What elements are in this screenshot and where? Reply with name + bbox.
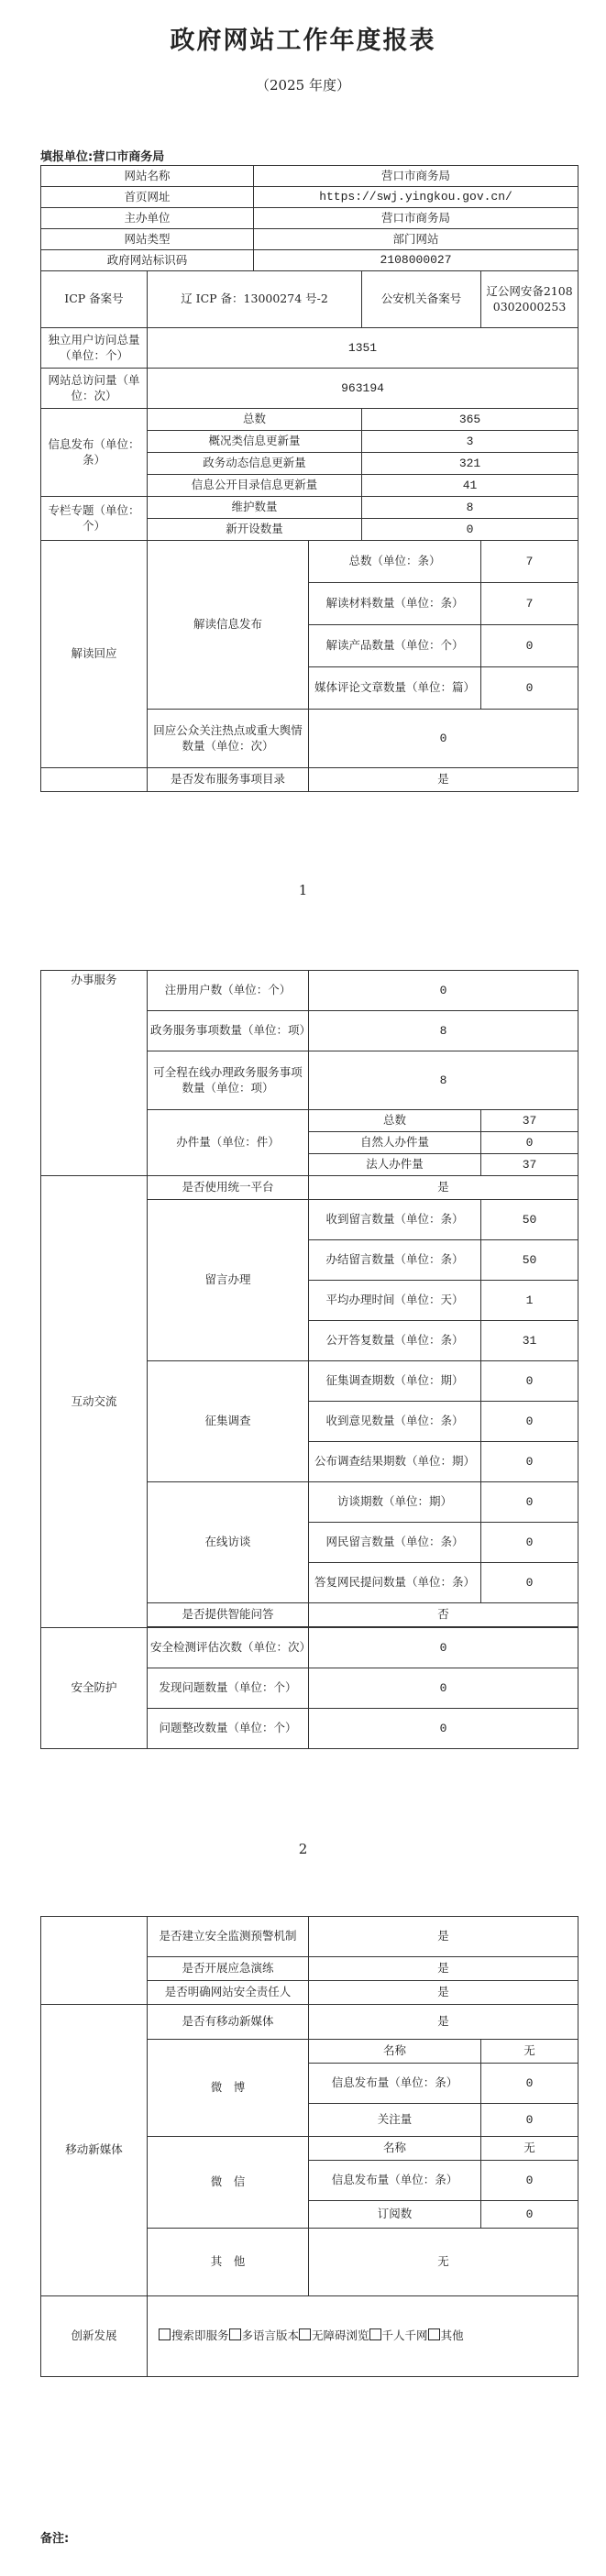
columns-new-label: 新开设数量 <box>148 519 362 541</box>
service-reg-label: 注册用户数（单位：个） <box>148 971 309 1011</box>
survey-count-value: 0 <box>481 1361 578 1402</box>
smart-qa-label: 是否提供智能问答 <box>148 1603 309 1627</box>
site-name-value: 营口市商务局 <box>254 166 578 187</box>
home-url-label: 首页网址 <box>41 187 254 208</box>
site-name-label: 网站名称 <box>41 166 254 187</box>
weibo-follow-label: 关注量 <box>309 2104 481 2137</box>
security-fixed-label: 问题整改数量（单位：个） <box>148 1709 309 1749</box>
publish-news-label: 政务动态信息更新量 <box>148 453 362 475</box>
columns-group: 专栏专题（单位：个） <box>41 497 148 541</box>
service-items-value: 8 <box>309 1011 578 1051</box>
wechat-sub-value: 0 <box>481 2201 578 2229</box>
interpret-media-value: 0 <box>481 667 578 710</box>
publish-catalog-label: 信息公开目录信息更新量 <box>148 475 362 497</box>
filing-unit: 填报单位:营口市商务局 <box>40 150 165 164</box>
columns-new-value: 0 <box>362 519 578 541</box>
service-online-label: 可全程在线办理政务服务事项数量（单位：项） <box>148 1051 309 1110</box>
security-check-label: 安全检测评估次数（单位：次） <box>148 1628 309 1668</box>
weibo-pub-label: 信息发布量（单位：条） <box>309 2064 481 2104</box>
police-value: 辽公网安备21080302000253 <box>481 271 578 328</box>
survey-count-label: 征集调查期数（单位：期） <box>309 1361 481 1402</box>
site-code-value: 2108000027 <box>254 250 578 271</box>
security-warn-label: 是否建立安全监测预警机制 <box>148 1917 309 1957</box>
sponsor-label: 主办单位 <box>41 208 254 229</box>
uv-value: 1351 <box>148 328 578 369</box>
security-owner-label: 是否明确网站安全责任人 <box>148 1981 309 2005</box>
security-owner-value: 是 <box>309 1981 578 2005</box>
security-group: 安全防护 <box>41 1628 148 1749</box>
publish-overview-label: 概况类信息更新量 <box>148 431 362 453</box>
report-year: （2025 年度） <box>256 77 350 94</box>
interpret-group: 解读回应 <box>41 541 148 768</box>
mobile-group: 移动新媒体 <box>41 2005 148 2296</box>
site-code-label: 政府网站标识码 <box>41 250 254 271</box>
site-type-label: 网站类型 <box>41 229 254 250</box>
police-label: 公安机关备案号 <box>362 271 481 328</box>
talk-reply-value: 0 <box>481 1563 578 1603</box>
service-group: 办事服务 <box>41 971 148 1176</box>
wechat-sub-label: 订阅数 <box>309 2201 481 2229</box>
security-check-value: 0 <box>309 1628 578 1668</box>
msg-public-value: 31 <box>481 1321 578 1361</box>
interpret-response-value: 0 <box>309 710 578 768</box>
interpret-media-label: 媒体评论文章数量（单位：篇） <box>309 667 481 710</box>
interpret-product-label: 解读产品数量（单位：个） <box>309 625 481 667</box>
msg-public-label: 公开答复数量（单位：条） <box>309 1321 481 1361</box>
msg-finished-value: 50 <box>481 1240 578 1281</box>
weibo-label: 微 博 <box>148 2040 309 2137</box>
interpret-product-value: 0 <box>481 625 578 667</box>
publish-catalog-value: 41 <box>362 475 578 497</box>
icp-value: 辽 ICP 备：13000274 号-2 <box>148 271 362 328</box>
wechat-pub-label: 信息发布量（单位：条） <box>309 2161 481 2201</box>
handle-legal-value: 37 <box>481 1154 578 1176</box>
interact-unified-value: 是 <box>309 1176 578 1200</box>
interpret-material-label: 解读材料数量（单位：条） <box>309 583 481 625</box>
talk-label: 在线访谈 <box>148 1482 309 1603</box>
service-handle-label: 办件量（单位：件） <box>148 1110 309 1176</box>
wechat-pub-value: 0 <box>481 2161 578 2201</box>
handle-legal-label: 法人办件量 <box>309 1154 481 1176</box>
security-media-table <box>40 1916 578 2377</box>
handle-total-value: 37 <box>481 1110 578 1132</box>
publish-total-label: 总数 <box>148 409 362 431</box>
service-reg-value: 0 <box>309 971 578 1011</box>
service-catalog-value: 是 <box>309 768 578 792</box>
wechat-name-label: 名称 <box>309 2137 481 2161</box>
other-media-value: 无 <box>309 2229 578 2296</box>
service-interaction-table <box>40 970 578 1749</box>
weibo-follow-value: 0 <box>481 2104 578 2137</box>
wechat-name-value: 无 <box>481 2137 578 2161</box>
innovation-group: 创新发展 <box>41 2296 148 2377</box>
publish-news-value: 321 <box>362 453 578 475</box>
security-drill-value: 是 <box>309 1957 578 1981</box>
weibo-name-label: 名称 <box>309 2040 481 2064</box>
site-type-value: 部门网站 <box>254 229 578 250</box>
publish-total-value: 365 <box>362 409 578 431</box>
page-number: 2 <box>298 1841 308 1857</box>
talk-count-label: 访谈期数（单位：期） <box>309 1482 481 1523</box>
survey-result-value: 0 <box>481 1442 578 1482</box>
msg-label: 留言办理 <box>148 1200 309 1361</box>
remark-label: 备注: <box>40 2532 70 2546</box>
other-media-label: 其 他 <box>148 2229 309 2296</box>
msg-avg-label: 平均办理时间（单位：天） <box>309 1281 481 1321</box>
talk-msg-value: 0 <box>481 1523 578 1563</box>
mobile-has-value: 是 <box>309 2005 578 2040</box>
interpret-response-label: 回应公众关注热点或重大舆情数量（单位：次） <box>148 710 309 768</box>
innovation-option[interactable]: 千人千网 <box>369 2328 428 2342</box>
checkbox-icon[interactable] <box>369 2328 381 2340</box>
checkbox-icon[interactable] <box>229 2328 241 2340</box>
security-found-value: 0 <box>309 1668 578 1709</box>
home-url-value: https://swj.yingkou.gov.cn/ <box>254 187 578 208</box>
mobile-has-label: 是否有移动新媒体 <box>148 2005 309 2040</box>
interpret-total-label: 总数（单位：条） <box>309 541 481 583</box>
handle-total-label: 总数 <box>309 1110 481 1132</box>
checkbox-icon[interactable] <box>299 2328 311 2340</box>
pv-value: 963194 <box>148 369 578 409</box>
columns-maintain-value: 8 <box>362 497 578 519</box>
service-catalog-label: 是否发布服务事项目录 <box>148 768 309 792</box>
sponsor-value: 营口市商务局 <box>254 208 578 229</box>
innovation-option[interactable]: 搜索即服务 <box>159 2328 229 2342</box>
wechat-label: 微 信 <box>148 2137 309 2229</box>
pv-label: 网站总访问量（单位：次） <box>41 369 148 409</box>
security-found-label: 发现问题数量（单位：个） <box>148 1668 309 1709</box>
innovation-options <box>148 2296 578 2377</box>
uv-label: 独立用户访问总量（单位：个） <box>41 328 148 369</box>
service-online-value: 8 <box>309 1051 578 1110</box>
weibo-name-value: 无 <box>481 2040 578 2064</box>
msg-received-label: 收到留言数量（单位：条） <box>309 1200 481 1240</box>
talk-msg-label: 网民留言数量（单位：条） <box>309 1523 481 1563</box>
survey-result-label: 公布调查结果期数（单位：期） <box>309 1442 481 1482</box>
page-number: 1 <box>298 882 308 898</box>
talk-count-value: 0 <box>481 1482 578 1523</box>
icp-label: ICP 备案号 <box>41 271 148 328</box>
publish-overview-value: 3 <box>362 431 578 453</box>
security-warn-value: 是 <box>309 1917 578 1957</box>
service-items-label: 政务服务事项数量（单位：项） <box>148 1011 309 1051</box>
innovation-option[interactable]: 无障碍浏览 <box>299 2328 369 2342</box>
msg-avg-value: 1 <box>481 1281 578 1321</box>
columns-maintain-label: 维护数量 <box>148 497 362 519</box>
publish-group: 信息发布（单位：条） <box>41 409 148 497</box>
interact-unified-label: 是否使用统一平台 <box>148 1176 309 1200</box>
interpret-total-value: 7 <box>481 541 578 583</box>
basic-info-table <box>40 165 578 792</box>
survey-opinion-label: 收到意见数量（单位：条） <box>309 1402 481 1442</box>
survey-opinion-value: 0 <box>481 1402 578 1442</box>
smart-qa-value: 否 <box>309 1603 578 1627</box>
checkbox-icon[interactable] <box>159 2328 171 2340</box>
handle-person-value: 0 <box>481 1132 578 1154</box>
handle-person-label: 自然人办件量 <box>309 1132 481 1154</box>
security-fixed-value: 0 <box>309 1709 578 1749</box>
security-drill-label: 是否开展应急演练 <box>148 1957 309 1981</box>
msg-received-value: 50 <box>481 1200 578 1240</box>
weibo-pub-value: 0 <box>481 2064 578 2104</box>
report-title: 政府网站工作年度报表 <box>170 27 436 55</box>
interpret-material-value: 7 <box>481 583 578 625</box>
talk-reply-label: 答复网民提问数量（单位：条） <box>309 1563 481 1603</box>
survey-label: 征集调查 <box>148 1361 309 1482</box>
checkbox-icon[interactable] <box>428 2328 440 2340</box>
msg-finished-label: 办结留言数量（单位：条） <box>309 1240 481 1281</box>
innovation-option[interactable]: 多语言版本 <box>229 2328 300 2342</box>
interpret-sub: 解读信息发布 <box>148 541 309 710</box>
interact-group: 互动交流 <box>41 1176 148 1628</box>
innovation-option[interactable]: 其他 <box>428 2328 464 2342</box>
